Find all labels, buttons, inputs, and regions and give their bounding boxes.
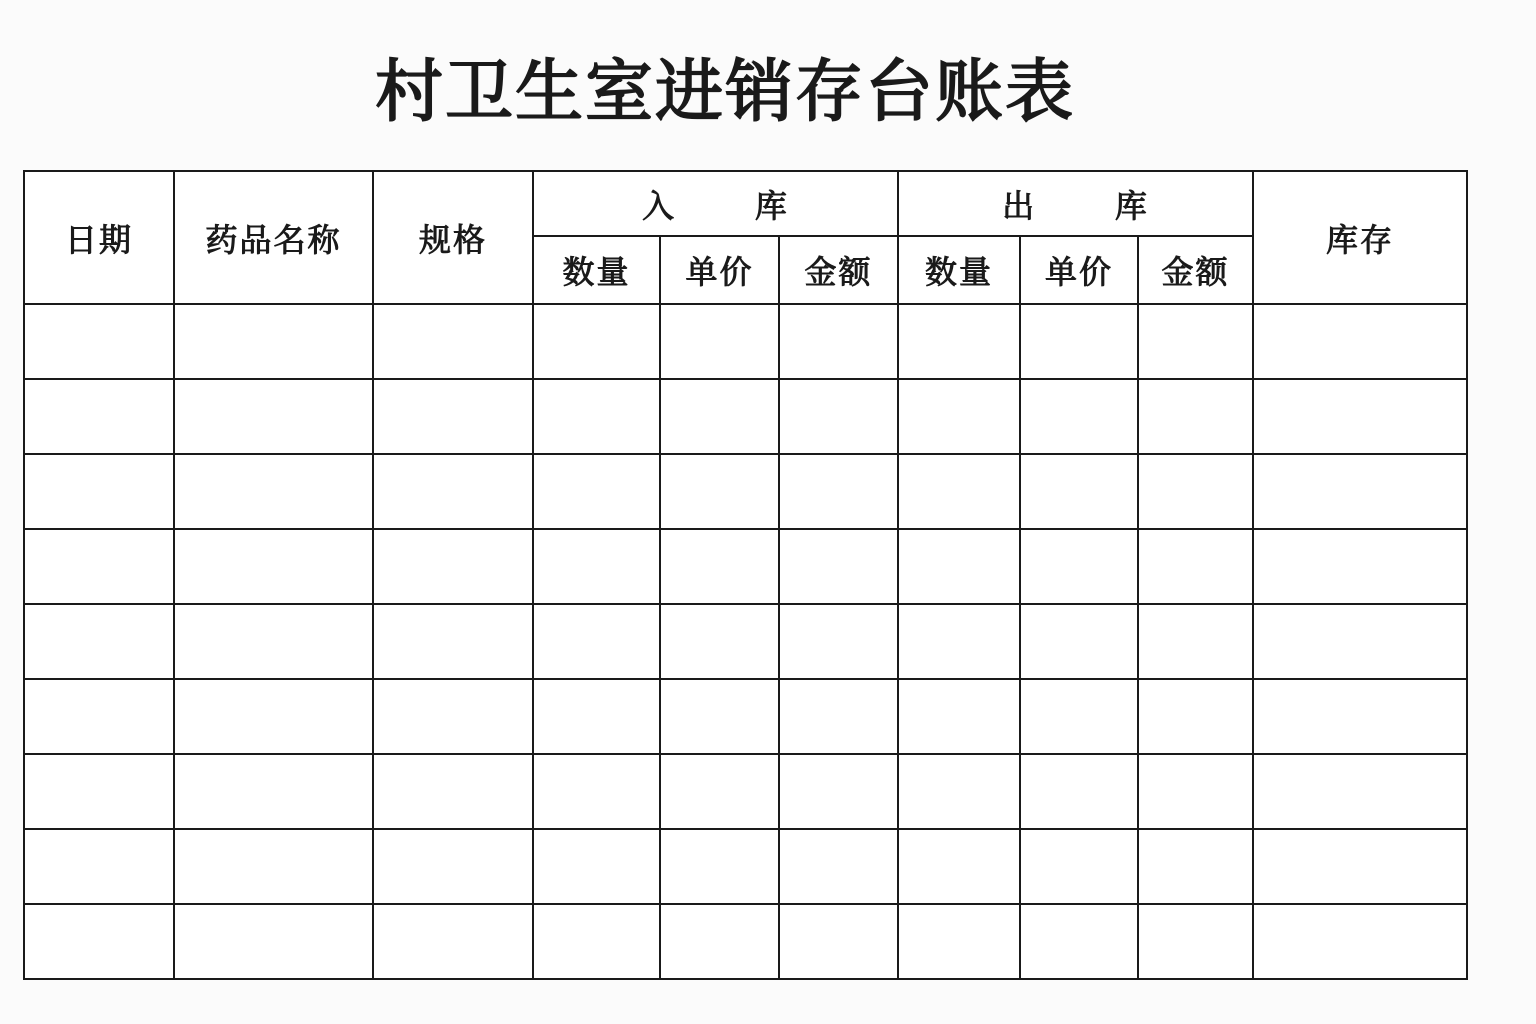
cell-inbound-quantity[interactable] (533, 754, 660, 829)
cell-drug-name[interactable] (174, 379, 373, 454)
header-outbound-quantity: 数量 (898, 236, 1020, 304)
cell-spec[interactable] (373, 454, 533, 529)
cell-outbound-quantity[interactable] (898, 829, 1020, 904)
cell-spec[interactable] (373, 754, 533, 829)
cell-outbound-amount[interactable] (1138, 904, 1253, 979)
cell-stock[interactable] (1253, 829, 1467, 904)
cell-date[interactable] (24, 754, 174, 829)
cell-inbound-quantity[interactable] (533, 679, 660, 754)
cell-stock[interactable] (1253, 904, 1467, 979)
header-spec: 规格 (373, 171, 533, 304)
table-row (24, 529, 1467, 604)
cell-outbound-unit-price[interactable] (1020, 529, 1138, 604)
cell-inbound-quantity[interactable] (533, 604, 660, 679)
header-inbound-quantity: 数量 (533, 236, 660, 304)
cell-inbound-amount[interactable] (779, 379, 898, 454)
table-row (24, 304, 1467, 379)
cell-outbound-unit-price[interactable] (1020, 829, 1138, 904)
table-row (24, 379, 1467, 454)
cell-inbound-amount[interactable] (779, 454, 898, 529)
cell-inbound-quantity[interactable] (533, 379, 660, 454)
header-inbound-unit-price: 单价 (660, 236, 779, 304)
cell-drug-name[interactable] (174, 454, 373, 529)
table-row (24, 604, 1467, 679)
cell-outbound-quantity[interactable] (898, 904, 1020, 979)
cell-inbound-quantity[interactable] (533, 829, 660, 904)
cell-inbound-amount[interactable] (779, 304, 898, 379)
cell-drug-name[interactable] (174, 679, 373, 754)
cell-outbound-quantity[interactable] (898, 454, 1020, 529)
header-inbound-amount: 金额 (779, 236, 898, 304)
cell-drug-name[interactable] (174, 829, 373, 904)
cell-spec[interactable] (373, 679, 533, 754)
table-row (24, 904, 1467, 979)
cell-stock[interactable] (1253, 529, 1467, 604)
cell-outbound-quantity[interactable] (898, 754, 1020, 829)
cell-inbound-unit-price[interactable] (660, 454, 779, 529)
table-row (24, 679, 1467, 754)
cell-inbound-amount[interactable] (779, 829, 898, 904)
cell-outbound-amount[interactable] (1138, 529, 1253, 604)
cell-outbound-unit-price[interactable] (1020, 304, 1138, 379)
cell-outbound-amount[interactable] (1138, 604, 1253, 679)
cell-drug-name[interactable] (174, 604, 373, 679)
cell-stock[interactable] (1253, 454, 1467, 529)
header-inbound: 入 库 (533, 171, 898, 236)
cell-outbound-amount[interactable] (1138, 304, 1253, 379)
cell-date[interactable] (24, 829, 174, 904)
cell-spec[interactable] (373, 604, 533, 679)
cell-outbound-amount[interactable] (1138, 754, 1253, 829)
header-drug-name: 药品名称 (174, 171, 373, 304)
ledger-table (23, 170, 1468, 980)
cell-inbound-unit-price[interactable] (660, 904, 779, 979)
cell-date[interactable] (24, 529, 174, 604)
cell-outbound-quantity[interactable] (898, 304, 1020, 379)
cell-drug-name[interactable] (174, 754, 373, 829)
cell-outbound-quantity[interactable] (898, 379, 1020, 454)
cell-outbound-unit-price[interactable] (1020, 379, 1138, 454)
cell-outbound-quantity[interactable] (898, 529, 1020, 604)
cell-date[interactable] (24, 454, 174, 529)
cell-drug-name[interactable] (174, 529, 373, 604)
cell-stock[interactable] (1253, 679, 1467, 754)
cell-inbound-unit-price[interactable] (660, 379, 779, 454)
cell-spec[interactable] (373, 904, 533, 979)
cell-outbound-unit-price[interactable] (1020, 754, 1138, 829)
cell-inbound-amount[interactable] (779, 904, 898, 979)
cell-spec[interactable] (373, 379, 533, 454)
header-stock: 库存 (1253, 171, 1467, 304)
cell-inbound-amount[interactable] (779, 679, 898, 754)
cell-stock[interactable] (1253, 604, 1467, 679)
cell-date[interactable] (24, 379, 174, 454)
cell-inbound-quantity[interactable] (533, 529, 660, 604)
cell-date[interactable] (24, 904, 174, 979)
cell-stock[interactable] (1253, 379, 1467, 454)
cell-inbound-amount[interactable] (779, 529, 898, 604)
cell-inbound-quantity[interactable] (533, 904, 660, 979)
cell-outbound-amount[interactable] (1138, 679, 1253, 754)
cell-outbound-amount[interactable] (1138, 379, 1253, 454)
cell-inbound-amount[interactable] (779, 754, 898, 829)
table-row (24, 829, 1467, 904)
cell-outbound-unit-price[interactable] (1020, 454, 1138, 529)
cell-outbound-unit-price[interactable] (1020, 679, 1138, 754)
header-outbound-amount: 金额 (1138, 236, 1253, 304)
cell-inbound-unit-price[interactable] (660, 754, 779, 829)
page-title: 村卫生室进销存台账表 (374, 53, 1075, 132)
cell-drug-name[interactable] (174, 304, 373, 379)
cell-inbound-unit-price[interactable] (660, 304, 779, 379)
header-outbound: 出 库 (898, 171, 1253, 236)
cell-stock[interactable] (1253, 754, 1467, 829)
cell-outbound-amount[interactable] (1138, 829, 1253, 904)
cell-stock[interactable] (1253, 304, 1467, 379)
cell-inbound-unit-price[interactable] (660, 529, 779, 604)
cell-inbound-quantity[interactable] (533, 454, 660, 529)
cell-outbound-quantity[interactable] (898, 604, 1020, 679)
cell-date[interactable] (24, 604, 174, 679)
cell-inbound-amount[interactable] (779, 604, 898, 679)
cell-outbound-unit-price[interactable] (1020, 604, 1138, 679)
cell-outbound-quantity[interactable] (898, 679, 1020, 754)
ledger-body (24, 304, 1467, 979)
cell-outbound-unit-price[interactable] (1020, 904, 1138, 979)
cell-inbound-unit-price[interactable] (660, 829, 779, 904)
cell-inbound-unit-price[interactable] (660, 679, 779, 754)
cell-date[interactable] (24, 304, 174, 379)
table-row (24, 454, 1467, 529)
cell-date[interactable] (24, 679, 174, 754)
table-row (24, 754, 1467, 829)
header-date: 日期 (24, 171, 174, 304)
cell-spec[interactable] (373, 529, 533, 604)
cell-inbound-unit-price[interactable] (660, 604, 779, 679)
cell-spec[interactable] (373, 829, 533, 904)
cell-drug-name[interactable] (174, 904, 373, 979)
header-outbound-unit-price: 单价 (1020, 236, 1138, 304)
cell-outbound-amount[interactable] (1138, 454, 1253, 529)
cell-spec[interactable] (373, 304, 533, 379)
cell-inbound-quantity[interactable] (533, 304, 660, 379)
